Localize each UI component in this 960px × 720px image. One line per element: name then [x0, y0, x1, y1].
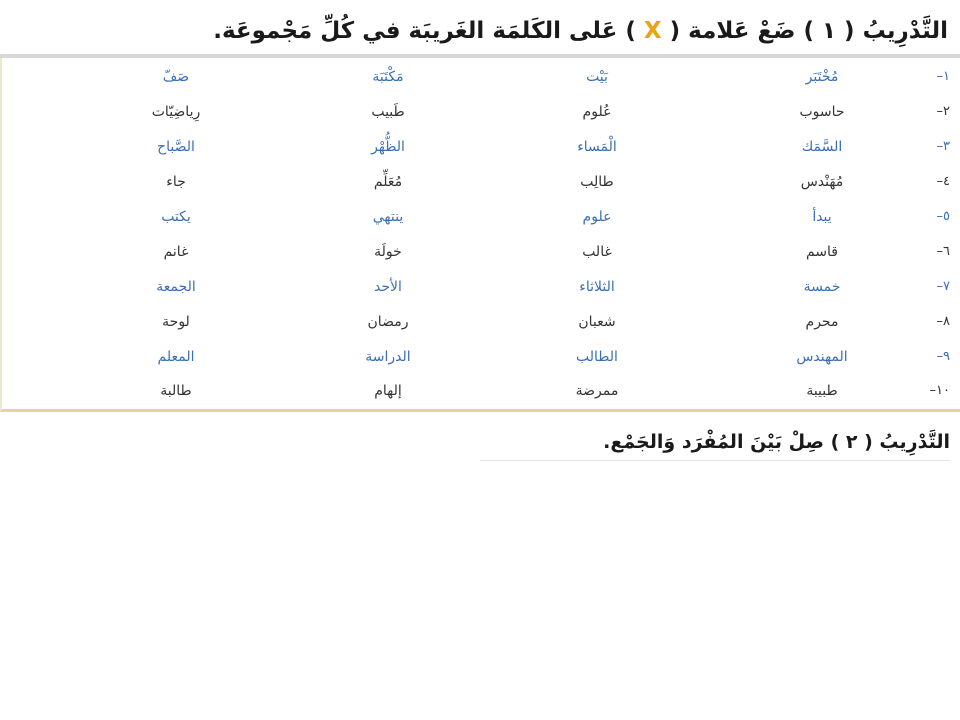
word-option[interactable]: خولَة [374, 244, 402, 260]
word-option[interactable]: المهندس [796, 349, 848, 365]
word-option[interactable]: ممرضة [575, 383, 619, 399]
row-number: ٧– [936, 279, 950, 294]
word-option[interactable]: رِياضِيّات [151, 104, 201, 120]
word-group-row [2, 95, 960, 129]
word-option[interactable]: الجمعة [156, 279, 196, 295]
word-groups-panel [0, 58, 960, 412]
word-option[interactable]: الظُّهْر [371, 139, 405, 155]
word-option[interactable]: حاسوب [799, 104, 845, 120]
word-option[interactable]: يبدأ [812, 209, 832, 225]
row-number: ١٠– [929, 383, 950, 398]
word-option[interactable]: رمضان [367, 314, 409, 330]
exercise-2-title: التَّدْرِيبُ ( ٢ ) صِلْ بَيْنَ المُفْرَد وَالجَمْع. [480, 424, 950, 461]
word-group-row [2, 305, 960, 339]
word-option[interactable]: طَبيب [371, 104, 405, 120]
word-group-row [2, 165, 960, 199]
word-option[interactable]: يكتب [161, 209, 191, 225]
row-number: ١– [936, 69, 950, 84]
word-group-row [2, 200, 960, 234]
word-option[interactable]: المعلم [157, 349, 195, 365]
word-option[interactable]: مَكْتَبَة [372, 69, 404, 85]
word-option[interactable]: الْمَساء [577, 139, 617, 155]
row-number: ٤– [936, 174, 950, 189]
word-option[interactable]: الدراسة [365, 349, 411, 365]
word-option[interactable]: شعبان [578, 314, 616, 330]
row-number: ٣– [936, 139, 950, 154]
word-option[interactable]: الثلاثاء [579, 279, 615, 295]
word-option[interactable]: لوحة [162, 314, 190, 330]
word-option[interactable]: محرم [805, 314, 839, 330]
word-option[interactable]: مُهَنْدس [800, 174, 844, 190]
word-option[interactable]: الصَّباح [157, 139, 195, 155]
exercise-1-title-start: التَّدْرِيبُ ( ١ ) ضَعْ عَلامة ( [669, 18, 948, 44]
word-option[interactable]: طالبة [160, 383, 192, 399]
word-option[interactable]: الأحد [374, 279, 402, 295]
word-option[interactable]: غالب [582, 244, 612, 260]
row-number: ٨– [936, 314, 950, 329]
exercise-1-title [213, 8, 948, 54]
word-group-row [2, 340, 960, 374]
word-option[interactable]: مُعَلِّم [373, 174, 403, 190]
word-option[interactable]: علوم [582, 209, 612, 225]
word-option[interactable]: غانم [163, 244, 189, 260]
word-option[interactable]: صَفّ [162, 69, 190, 85]
word-group-row [2, 130, 960, 164]
word-option[interactable]: السَّمَك [801, 139, 843, 155]
word-group-row [2, 235, 960, 269]
word-option[interactable]: إلهام [374, 383, 402, 399]
word-group-row [2, 60, 960, 94]
row-number: ٥– [936, 209, 950, 224]
word-option[interactable]: بَيْت [586, 69, 608, 85]
row-number: ٢– [936, 104, 950, 119]
word-option[interactable]: مُخْتَبَر [805, 69, 839, 85]
word-option[interactable]: جاء [166, 174, 186, 190]
row-number: ٦– [936, 244, 950, 259]
word-option[interactable]: ينتهي [372, 209, 404, 225]
word-option[interactable]: طالِب [580, 174, 614, 190]
x-mark-symbol: X [643, 18, 662, 44]
exercise-1-title-end: ) عَلى الكَلمَة الغَريبَة في كُلِّ مَجْموعَة. [213, 18, 636, 44]
word-option[interactable]: خمسة [803, 279, 841, 295]
word-option[interactable]: قاسم [805, 244, 838, 260]
word-option[interactable]: طبيبة [806, 383, 838, 399]
word-option[interactable]: عُلوم [582, 104, 612, 120]
row-number: ٩– [936, 349, 950, 364]
word-group-row [2, 374, 960, 408]
word-group-row [2, 270, 960, 304]
word-option[interactable]: الطالب [576, 349, 618, 365]
